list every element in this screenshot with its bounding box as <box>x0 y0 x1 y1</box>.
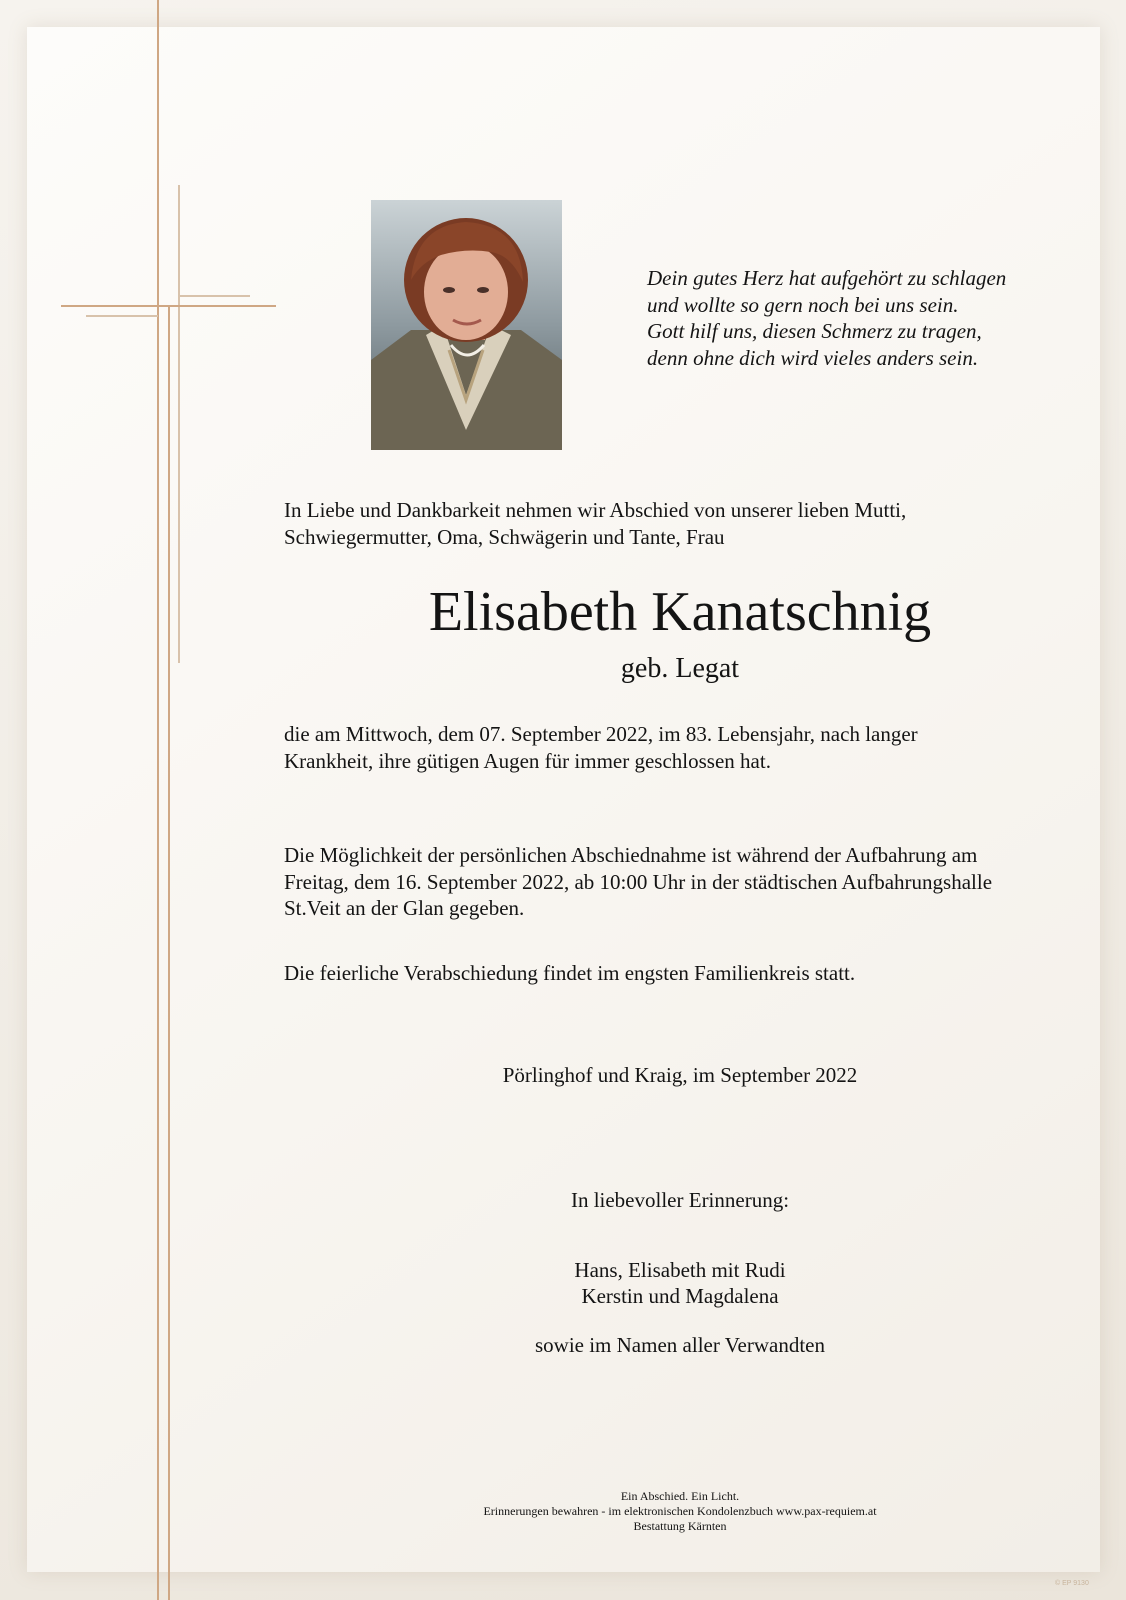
mourners-line-2: Kerstin und Magdalena <box>581 1284 779 1308</box>
footer-slogan: Ein Abschied. Ein Licht. <box>620 1489 740 1503</box>
poem-line: Gott hilf uns, diesen Schmerz zu tragen, <box>647 319 982 343</box>
poem <box>647 265 1087 371</box>
cross-vertical-line-1 <box>157 0 159 1600</box>
viewing-info <box>284 842 992 922</box>
cross-vertical-line-2 <box>168 306 170 1600</box>
intro-text <box>284 497 906 550</box>
viewing-line: Freitag, dem 16. September 2022, ab 10:00 Uhr in der städtischen Aufbahrungshalle <box>284 869 993 894</box>
intro-line: Schwiegermutter, Oma, Schwägerin und Tante, Frau <box>284 524 725 549</box>
viewing-line: Die Möglichkeit der persönlichen Abschiednahme ist während der Aufbahrung am <box>284 843 978 867</box>
mourners-line-1: Hans, Elisabeth mit Rudi <box>574 1258 786 1282</box>
print-code: © EP 9130 <box>1055 1580 1089 1587</box>
intro-line: In Liebe und Dankbarkeit nehmen wir Abschied von unserer lieben Mutti, <box>284 498 907 522</box>
relatives-line: sowie im Namen aller Verwandten <box>534 1333 826 1357</box>
poem-line: denn ohne dich wird vieles anders sein. <box>647 345 979 370</box>
cross-horizontal-line-1 <box>61 305 276 307</box>
memory-heading: In liebevoller Erinnerung: <box>570 1188 790 1212</box>
death-announcement <box>284 721 918 774</box>
death-line: Krankheit, ihre gütigen Augen für immer geschlossen hat. <box>284 748 771 773</box>
portrait-illustration <box>371 200 562 450</box>
cross-horizontal-line-2 <box>86 315 158 317</box>
poem-line: und wollte so gern noch bei uns sein. <box>647 292 959 317</box>
cross-horizontal-line-3 <box>180 295 250 297</box>
cross-vertical-line-3 <box>178 185 180 663</box>
ceremony-info: Die feierliche Verabschiedung findet im engsten Familienkreis statt. <box>284 961 856 985</box>
deceased-name: Elisabeth Kanatschnig <box>428 581 932 643</box>
maiden-name: geb. Legat <box>620 653 740 684</box>
poem-line: Dein gutes Herz hat aufgehört zu schlagen <box>647 266 1007 290</box>
footer-company: Bestattung Kärnten <box>633 1519 727 1533</box>
viewing-line: St.Veit an der Glan gegeben. <box>284 896 525 920</box>
footer-condolence-link: Erinnerungen bewahren - im elektronischen Kondolenzbuch www.pax-requiem.at <box>483 1504 877 1518</box>
place-date: Pörlinghof und Kraig, im September 2022 <box>502 1063 858 1087</box>
portrait-photo <box>371 200 562 450</box>
death-line: die am Mittwoch, dem 07. September 2022, im 83. Lebensjahr, nach langer <box>284 722 918 746</box>
